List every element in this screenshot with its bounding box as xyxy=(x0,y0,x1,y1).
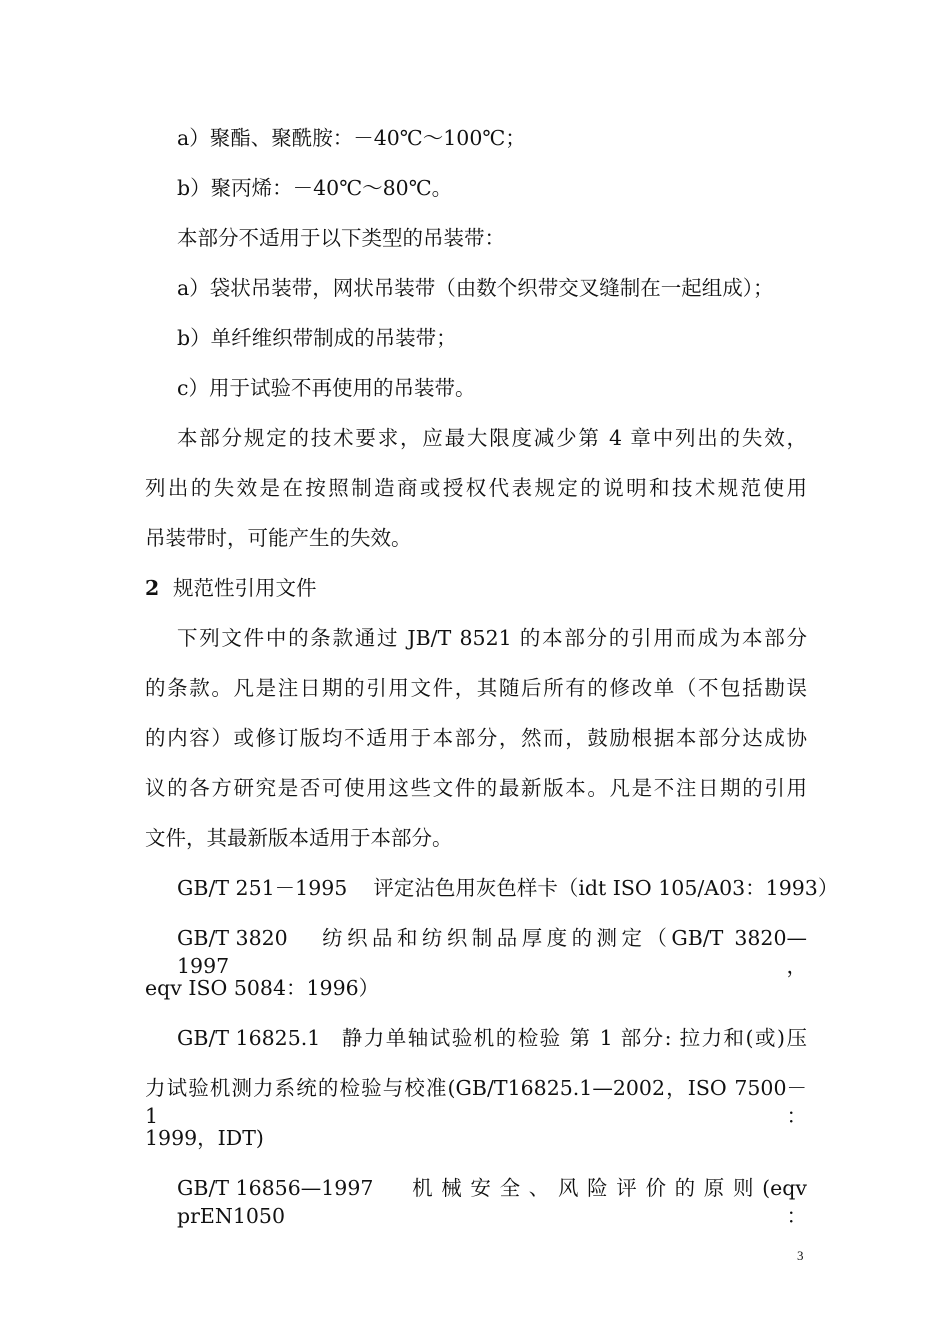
intro-paragraph-line-2: 的条款。凡是注日期的引用文件，其随后所有的修改单（不包括勘误 xyxy=(145,676,807,700)
section-title: 规范性引用文件 xyxy=(173,576,317,600)
reference-title: 机械安全、风险评价的原则(eqv prEN1050： xyxy=(177,1176,807,1228)
reference-gbt-16825 xyxy=(177,1024,807,1052)
reference-title: 评定沾色用灰色样卡（idt ISO 105/A03：1993） xyxy=(373,876,839,900)
page-number: 3 xyxy=(797,1248,804,1263)
section-heading xyxy=(145,574,807,602)
reference-gbt-16825-continued-1: 力试验机测力系统的检验与校准(GB/T16825.1—2002，ISO 7500－1： xyxy=(145,1076,807,1128)
intro-paragraph-line-3: 的内容）或修订版均不适用于本部分，然而，鼓励根据本部分达成协 xyxy=(145,726,807,750)
requirements-paragraph-line-1: 本部分规定的技术要求，应最大限度减少第 4 章中列出的失效， xyxy=(177,426,807,450)
section-number: 2 xyxy=(145,576,160,600)
reference-title: 静力单轴试验机的检验 第 1 部分: 拉力和(或)压 xyxy=(340,1026,807,1050)
reference-gbt-3820 xyxy=(177,924,807,980)
scope-item-b-temperature: b）聚丙烯：－40℃～80℃。 xyxy=(177,176,453,200)
exclusion-item-b: b）单纤维织带制成的吊装带； xyxy=(177,326,457,350)
exclusion-intro: 本部分不适用于以下类型的吊装带： xyxy=(177,226,505,250)
exclusion-item-c: c）用于试验不再使用的吊装带。 xyxy=(177,376,476,400)
exclusion-item-a: a）袋状吊装带，网状吊装带（由数个织带交叉缝制在一起组成）； xyxy=(177,276,774,300)
reference-gbt-16856 xyxy=(177,1174,807,1230)
reference-code: GB/T 16825.1 xyxy=(177,1026,321,1050)
reference-gbt-251 xyxy=(177,874,839,902)
reference-title: 纺织品和纺织制品厚度的测定（GB/T 3820—1997， xyxy=(177,926,807,978)
reference-gbt-16825-continued-2: 1999，IDT) xyxy=(145,1126,264,1150)
scope-item-a-temperature: a）聚酯、聚酰胺：－40℃～100℃； xyxy=(177,126,526,150)
requirements-paragraph-line-3: 吊装带时，可能产生的失效。 xyxy=(145,526,412,550)
reference-code: GB/T 16856—1997 xyxy=(177,1176,374,1200)
reference-code: GB/T 3820 xyxy=(177,926,288,950)
reference-gbt-3820-continued: eqv ISO 5084：1996） xyxy=(145,976,380,1000)
intro-paragraph-line-1: 下列文件中的条款通过 JB/T 8521 的本部分的引用而成为本部分 xyxy=(177,626,807,650)
requirements-paragraph-line-2: 列出的失效是在按照制造商或授权代表规定的说明和技术规范使用 xyxy=(145,476,807,500)
intro-paragraph-line-4: 议的各方研究是否可使用这些文件的最新版本。凡是不注日期的引用 xyxy=(145,776,807,800)
intro-paragraph-line-5: 文件，其最新版本适用于本部分。 xyxy=(145,826,453,850)
reference-code: GB/T 251－1995 xyxy=(177,876,348,900)
